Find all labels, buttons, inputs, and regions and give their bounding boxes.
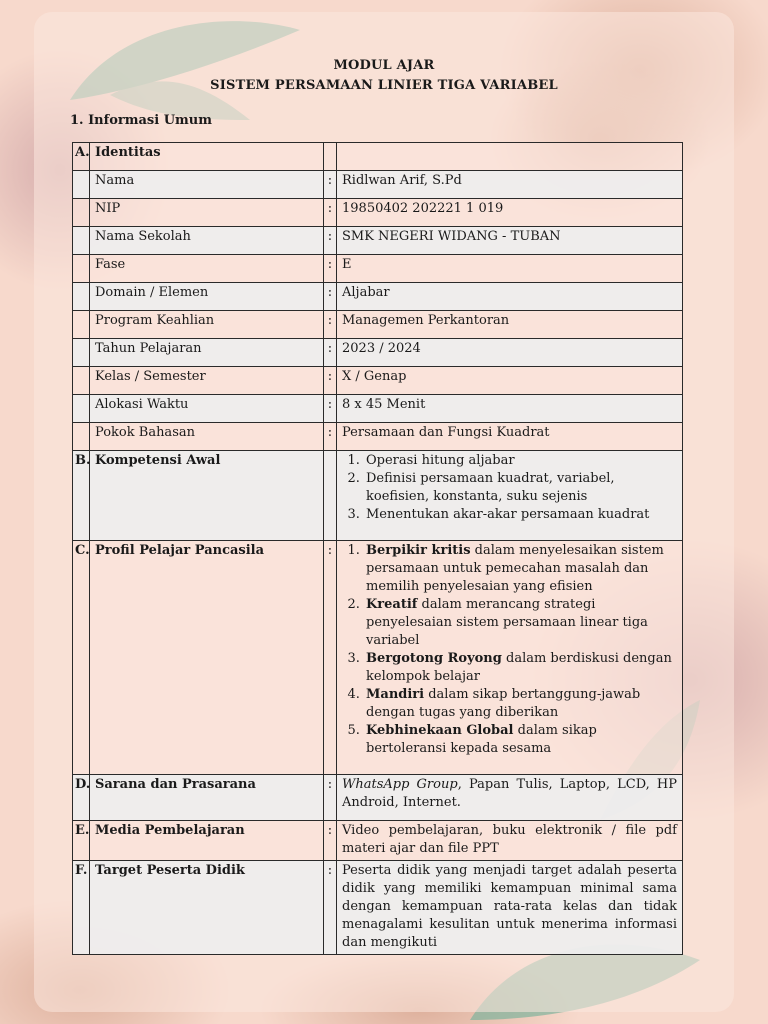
profil-description: dalam berdiskusi dengan kelompok belajar	[366, 651, 672, 684]
row-letter: A.	[73, 143, 90, 171]
table-row	[73, 199, 683, 227]
row-letter	[73, 283, 90, 311]
row-letter	[73, 423, 90, 451]
row-value: Peserta didik yang menjadi target adalah peserta didik yang memiliki kemampuan minimal sama dengan kemampuan rata-rata kelas dan tidak menagalami kesulitan untuk menerima informasi dan mengikuti	[337, 861, 683, 955]
row-separator: :	[324, 367, 337, 395]
profil-dimension: Berpikir kritis	[366, 543, 471, 558]
table-row	[73, 861, 683, 955]
sarana-rest: , Papan Tulis, Laptop, LCD, HP Android, Internet.	[342, 777, 678, 810]
row-label: Fase	[90, 255, 324, 283]
row-label: Kelas / Semester	[90, 367, 324, 395]
list-item: 1. Operasi hitung aljabar	[364, 452, 677, 470]
row-separator: :	[324, 255, 337, 283]
row-value: Managemen Perkantoran	[337, 311, 683, 339]
row-label: Media Pembelajaran	[90, 821, 324, 861]
row-value: 8 x 45 Menit	[337, 395, 683, 423]
list-item	[364, 650, 677, 686]
row-separator: :	[324, 283, 337, 311]
profil-description: dalam sikap bertanggung-jawab dengan tugas yang diberikan	[366, 687, 641, 720]
row-value: SMK NEGERI WIDANG - TUBAN	[337, 227, 683, 255]
row-heading: Identitas	[90, 143, 324, 171]
profil-description: dalam sikap bertoleransi kepada sesama	[366, 723, 597, 756]
row-value: Video pembelajaran, buku elektronik / file pdf materi ajar dan file PPT	[337, 821, 683, 861]
row-value: Aljabar	[337, 283, 683, 311]
row-letter	[73, 199, 90, 227]
list-item: 3. Menentukan akar-akar persamaan kuadrat	[364, 506, 677, 524]
row-label: Profil Pelajar Pancasila	[90, 541, 324, 775]
profil-dimension: Kebhinekaan Global	[366, 723, 514, 738]
document-subtitle: SISTEM PERSAMAAN LINIER TIGA VARIABEL	[210, 78, 558, 93]
row-letter	[73, 311, 90, 339]
row-label: Kompetensi Awal	[90, 451, 324, 541]
row-value: Persamaan dan Fungsi Kuadrat	[337, 423, 683, 451]
row-separator: :	[324, 423, 337, 451]
row-label: Target Peserta Didik	[90, 861, 324, 955]
table-row	[73, 171, 683, 199]
list-item	[364, 596, 677, 650]
row-value: E	[337, 255, 683, 283]
row-label: Alokasi Waktu	[90, 395, 324, 423]
row-letter: D.	[73, 775, 90, 821]
list-item	[364, 686, 677, 722]
row-separator: :	[324, 171, 337, 199]
kompetensi-list	[342, 452, 677, 524]
row-separator: :	[324, 541, 337, 775]
row-letter	[73, 171, 90, 199]
list-item	[364, 722, 677, 758]
row-value: Ridlwan Arif, S.Pd	[337, 171, 683, 199]
table-row	[73, 283, 683, 311]
table-row	[73, 227, 683, 255]
table-row	[73, 367, 683, 395]
row-separator: :	[324, 227, 337, 255]
table-row	[73, 775, 683, 821]
row-label: Nama	[90, 171, 324, 199]
sarana-italic: WhatsApp Group	[342, 777, 458, 792]
row-letter	[73, 255, 90, 283]
row-letter: F.	[73, 861, 90, 955]
row-label: Sarana dan Prasarana	[90, 775, 324, 821]
table-row	[73, 395, 683, 423]
row-value: 19850402 202221 1 019	[337, 199, 683, 227]
profil-dimension: Bergotong Royong	[366, 651, 502, 666]
document-title: MODUL AJAR	[333, 58, 435, 73]
row-letter	[73, 339, 90, 367]
row-label: Tahun Pelajaran	[90, 339, 324, 367]
row-letter	[73, 227, 90, 255]
row-label: Program Keahlian	[90, 311, 324, 339]
row-separator: :	[324, 821, 337, 861]
row-value: X / Genap	[337, 367, 683, 395]
info-table	[72, 142, 683, 955]
row-letter	[73, 367, 90, 395]
section-heading: 1. Informasi Umum	[70, 113, 213, 128]
row-value: 2023 / 2024	[337, 339, 683, 367]
table-row	[73, 541, 683, 775]
row-separator: :	[324, 775, 337, 821]
row-separator: :	[324, 339, 337, 367]
profil-list	[342, 542, 677, 758]
profil-dimension: Kreatif	[366, 597, 418, 612]
row-letter: C.	[73, 541, 90, 775]
row-separator: :	[324, 199, 337, 227]
row-value	[337, 143, 683, 171]
list-item: 2. Definisi persamaan kuadrat, variabel, koefisien, konstanta, suku sejenis	[364, 470, 677, 506]
table-row	[73, 143, 683, 171]
row-value	[337, 541, 683, 775]
row-label: Domain / Elemen	[90, 283, 324, 311]
table-row	[73, 311, 683, 339]
row-value	[337, 451, 683, 541]
row-letter	[73, 395, 90, 423]
row-letter: B.	[73, 451, 90, 541]
profil-dimension: Mandiri	[366, 687, 425, 702]
table-row	[73, 451, 683, 541]
row-label: Pokok Bahasan	[90, 423, 324, 451]
row-separator	[324, 451, 337, 541]
row-value	[337, 775, 683, 821]
table-row	[73, 255, 683, 283]
row-label: Nama Sekolah	[90, 227, 324, 255]
row-separator: :	[324, 311, 337, 339]
table-row	[73, 821, 683, 861]
row-label: NIP	[90, 199, 324, 227]
list-item	[364, 542, 677, 596]
profil-description: dalam menyelesaikan sistem persamaan untuk pemecahan masalah dan memilih penyelesaian yang efisien	[366, 543, 664, 594]
row-separator: :	[324, 861, 337, 955]
row-separator	[324, 143, 337, 171]
row-separator: :	[324, 395, 337, 423]
table-row	[73, 339, 683, 367]
table-row	[73, 423, 683, 451]
row-letter: E.	[73, 821, 90, 861]
profil-description: dalam merancang strategi penyelesaian sistem persamaan linear tiga variabel	[366, 597, 648, 648]
